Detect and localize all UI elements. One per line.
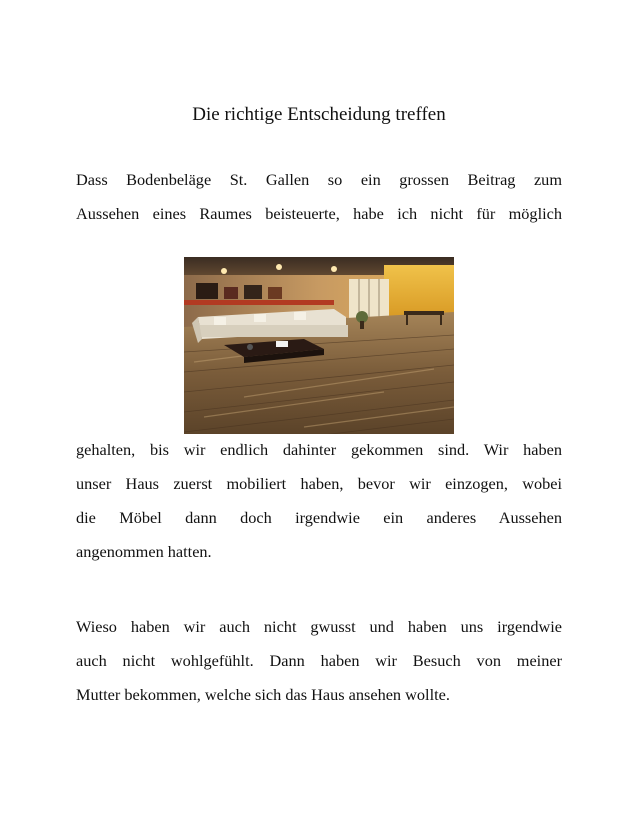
paragraph-1-line-2: Aussehen eines Raumes beisteuerte, habe ich nicht für möglich xyxy=(76,204,562,223)
paragraph-2-line-4: angenommen hatten. xyxy=(76,542,212,561)
paragraph-1 xyxy=(76,163,562,231)
paragraph-3-line-1: Wieso haben wir auch nicht gwusst und haben uns irgendwie xyxy=(76,617,562,636)
paragraph-3-line-2: auch nicht wohlgefühlt. Dann haben wir Besuch von meiner xyxy=(76,651,562,670)
living-room-wood-floor-photo xyxy=(184,257,454,434)
paragraph-2-line-3: die Möbel dann doch irgendwie ein anderes Aussehen xyxy=(76,508,562,527)
paragraph-2 xyxy=(76,433,562,569)
page-title: Die richtige Entscheidung treffen xyxy=(192,104,446,125)
paragraph-1-line-1: Dass Bodenbeläge St. Gallen so ein grossen Beitrag zum xyxy=(76,170,562,189)
paragraph-2-line-2: unser Haus zuerst mobiliert haben, bevor wir einzogen, wobei xyxy=(76,474,562,493)
paragraph-2-line-1: gehalten, bis wir endlich dahinter gekommen sind. Wir haben xyxy=(76,440,562,459)
paragraph-3-line-3: Mutter bekommen, welche sich das Haus ansehen wollte. xyxy=(76,685,450,704)
paragraph-3 xyxy=(76,610,562,712)
